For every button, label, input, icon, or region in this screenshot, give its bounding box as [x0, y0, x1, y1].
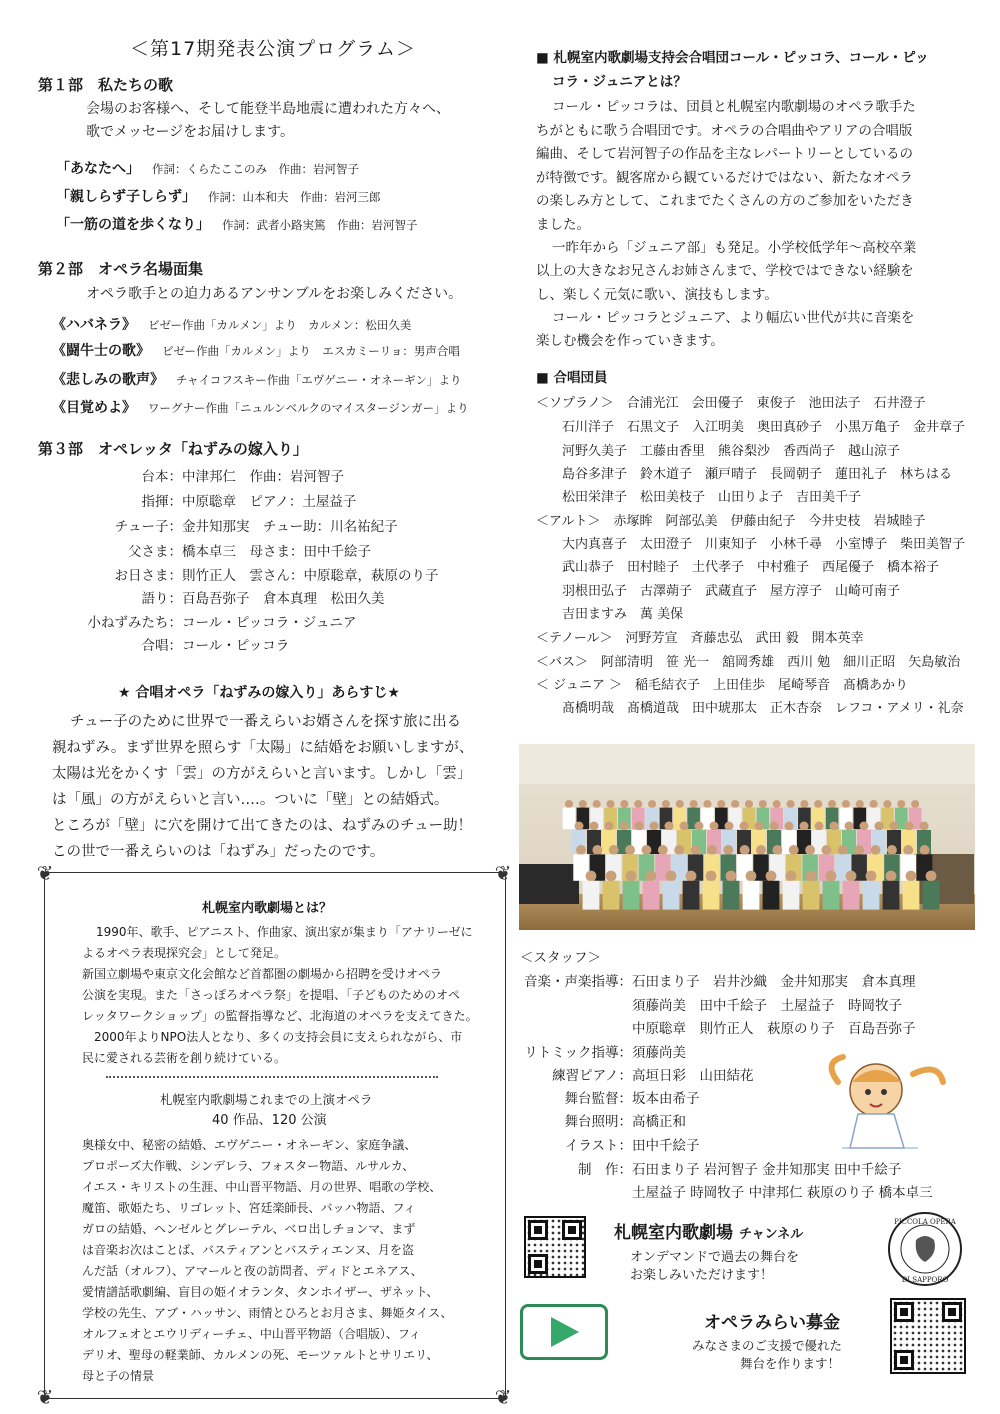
photo-person-head	[805, 845, 815, 855]
synopsis-line: ところが「壁」に穴を開けて出てきたのは、ねずみのチュー助！	[52, 818, 473, 834]
synopsis-line: 親ねずみ。まず世界を照らす「太陽」に結婚をお願いしますが、	[52, 740, 474, 756]
fund-line: 舞台を作ります！	[740, 1356, 841, 1371]
photo-person-head	[906, 871, 917, 882]
photo-person-head	[625, 845, 635, 855]
photo-person-head	[740, 822, 749, 831]
photo-person-head	[856, 800, 864, 808]
photo-person-body	[903, 881, 920, 910]
choir-para2-line: 以上の大きなお兄さんお姉さんまで、学校ではできない経験を	[536, 263, 914, 279]
part1-song-2: 「親しらず子しらず」 作詞：山本和夫 作曲：岩河三郎	[56, 189, 381, 205]
cast-row: 小ねずみたち：コール・ピッコラ・ジュニア	[87, 615, 357, 631]
ornament-icon: ❦	[494, 1385, 512, 1409]
fund-line: みなさまのご支援で優れた	[692, 1338, 843, 1353]
photo-person-head	[830, 822, 839, 831]
photo-person-head	[772, 845, 782, 855]
repertoire-line: ガロの結婚、ヘンゼルとグレーテル、ベロ出しチョンマ、まず	[82, 1222, 416, 1236]
about-line: 民に愛される芸術を創り続けている。	[82, 1051, 287, 1065]
photo-person-head	[609, 845, 619, 855]
member-line: 松田栄津子 松田美枝子 山田りよ子 吉田美千子	[562, 490, 862, 505]
choir-para1-line: ました。	[536, 217, 590, 233]
photo-person-head	[886, 871, 897, 882]
staff-row: 音楽・声楽指導：石田まり子 岩井沙織 金井知那実 倉本真理	[524, 974, 916, 990]
photo-person-head	[875, 822, 884, 831]
member-line: 石川洋子 石黒文子 入江明美 奥田真砂子 小黒万亀子 金井章子	[562, 420, 966, 435]
program-title: ＜第17期発表公演プログラム＞	[130, 38, 416, 60]
choir-para1-line: ちがともに歌う合唱団です。オペラの合唱曲やアリアの合唱版	[536, 123, 913, 139]
photo-person-head	[815, 822, 824, 831]
choir-para1-line: コール・ピッコラは、団員と札幌室内歌劇場のオペラ歌手た	[552, 99, 916, 115]
photo-person-head	[635, 822, 644, 831]
repertoire-line: 母と子の情景	[82, 1369, 155, 1383]
part2-song-2: 《闘牛士の歌》 ビゼー作曲「カルメン」より エスカミーリョ：男声合唱	[52, 343, 460, 359]
photo-person-head	[634, 800, 642, 808]
member-line: ＜ソプラノ＞ 合浦光江 会田優子 東俊子 池田法子 石井澄子	[536, 396, 926, 411]
photo-person-head	[786, 800, 794, 808]
photo-person-head	[731, 800, 739, 808]
photo-person-body	[623, 881, 640, 910]
photo-person-body	[643, 881, 660, 910]
member-line: 羽根田弘子 古澤蒴子 武蔵直子 屋方淳子 山崎可南子	[562, 584, 901, 599]
photo-person-head	[926, 871, 937, 882]
part1-line-2: 歌でメッセージをお届けします。	[86, 124, 295, 140]
choir-para1-line: の楽しみ方として、これまでたくさんの方のご参加をいただき	[536, 193, 914, 209]
part2-song-1: 《ハバネラ》 ビゼー作曲「カルメン」より カルメン：松田久美	[52, 317, 412, 333]
synopsis-line: チュー子のために世界で一番えらいお婿さんを探す旅に出る	[70, 714, 462, 730]
part1-heading: 第１部 私たちの歌	[38, 76, 174, 94]
part1-line-1: 会場のお客様へ、そして能登半島地震に遭われた方々へ、	[86, 101, 450, 117]
photo-person-body	[843, 881, 860, 910]
photo-person-head	[759, 800, 767, 808]
photo-person-head	[866, 871, 877, 882]
photo-person-head	[806, 871, 817, 882]
photo-person-head	[903, 845, 913, 855]
photo-person-body	[883, 881, 900, 910]
photo-person-body	[863, 881, 880, 910]
part2-line: オペラ歌手との迫力あるアンサンブルをお楽しみください。	[86, 286, 463, 302]
photo-person-body	[663, 881, 680, 910]
photo-person-head	[826, 871, 837, 882]
about-line: 新国立劇場や東京文化会館など首都圏の劇場から招聘を受けオペラ	[82, 967, 443, 981]
ornament-icon: ❦	[36, 861, 54, 885]
photo-person-head	[842, 800, 850, 808]
cast-row: 合唱：コール・ピッコラ	[141, 638, 290, 654]
fund-title: オペラみらい募金	[704, 1313, 840, 1333]
choir-heading-2: コラ・ジュニアとは？	[552, 74, 687, 90]
photo-person-body	[923, 881, 940, 910]
cast-row: 指揮：中原聡章 ピアノ：土屋益子	[141, 494, 357, 510]
piccola-opera-logo	[886, 1210, 964, 1288]
repertoire-count: 40 作品、120 公演	[212, 1113, 327, 1128]
photo-person-body	[723, 881, 740, 910]
members-heading: ■ 合唱団員	[536, 370, 608, 386]
photo-person-head	[883, 800, 891, 808]
photo-person-head	[606, 871, 617, 882]
photo-person-head	[920, 822, 929, 831]
about-line: レッタワークショップ」の監督指導など、北海道のオペラを支えてきた。	[82, 1009, 478, 1023]
photo-person-body	[763, 881, 780, 910]
photo-person-head	[822, 845, 832, 855]
photo-person-body	[603, 881, 620, 910]
choir-para3-line: コール・ピッコラとジュニア、より幅広い世代が共に音楽を	[552, 310, 915, 326]
photo-person-head	[920, 845, 930, 855]
photo-person-head	[726, 871, 737, 882]
photo-person-head	[565, 800, 573, 808]
photo-person-head	[755, 822, 764, 831]
staff-row: 練習ピアノ：高垣日彩 山田結花	[552, 1068, 754, 1084]
photo-person-head	[620, 800, 628, 808]
repertoire-line: は音楽お次はことば、バスティアンとバスティエンヌ、月を盗	[82, 1243, 414, 1257]
photo-person-head	[606, 800, 614, 808]
photo-person-head	[658, 845, 668, 855]
play-icon	[551, 1317, 579, 1347]
choir-para2-line: し、楽しく元気に歌い、演技もします。	[536, 287, 778, 303]
member-line: 大内真喜子 太田澄子 川東知子 小林千尋 小室博子 柴田美智子	[562, 537, 966, 552]
photo-person-head	[773, 800, 781, 808]
about-line: よるオペラ表現探究会」として発足。	[82, 946, 287, 960]
photo-person-head	[890, 822, 899, 831]
member-line: ＜アルト＞ 赤塚眸 阿部弘美 伊藤由紀子 今井史枝 岩城睦子	[536, 514, 926, 529]
staff-row: 中原聡章 則竹正人 萩原のり子 百島吾弥子	[632, 1021, 916, 1037]
synopsis-line: 太陽は光をかくす「雲」の方がえらいと言います。しかし「雲」	[52, 766, 472, 782]
qr-code-icon[interactable]	[524, 1216, 586, 1278]
photo-person-body	[803, 881, 820, 910]
mouse-illustration	[818, 1052, 948, 1156]
photo-person-head	[586, 871, 597, 882]
photo-person-head	[620, 822, 629, 831]
photo-person-head	[707, 845, 717, 855]
part1-song-1: 「あなたへ」 作詞：くらたここのみ 作曲：岩河智子	[56, 161, 359, 177]
photo-person-head	[756, 845, 766, 855]
member-line: ＜ ジュニア ＞ 稲毛結衣子 上田佳歩 尾崎琴音 髙橋あかり	[536, 678, 909, 693]
photo-person-head	[838, 845, 848, 855]
play-button[interactable]	[520, 1304, 608, 1360]
channel-line: オンデマンドで過去の舞台を	[630, 1250, 800, 1265]
choir-para2-line: 一昨年から「ジュニア部」も発足。小学校低学年～高校卒業	[552, 240, 917, 256]
ornament-icon: ❦	[494, 861, 512, 885]
photo-person-body	[583, 881, 600, 910]
repertoire-heading: 札幌室内歌劇場これまでの上演オペラ	[160, 1092, 373, 1107]
synopsis-line: は「風」の方がえらいと言い‥‥。ついに「壁」との結婚式。	[52, 792, 449, 808]
photo-person-body	[703, 881, 720, 910]
photo-person-head	[665, 822, 674, 831]
member-line: 島谷多津子 鈴木道子 瀬戸晴子 長岡朝子 蓮田礼子 林ちはる	[562, 467, 953, 482]
staff-heading: ＜スタッフ＞	[520, 950, 601, 966]
photo-person-head	[789, 845, 799, 855]
svg-text:DI SAPPORO: DI SAPPORO	[901, 1276, 949, 1284]
part2-song-3: 《悲しみの歌声》 チャイコフスキー作曲「エヴゲニー・オネーギン」より	[52, 372, 462, 388]
photo-person-head	[650, 822, 659, 831]
part2-song-4: 《目覚めよ》 ワーグナー作曲「ニュルンベルクのマイスタージンガー」より	[52, 400, 469, 416]
part2-heading: 第２部 オペラ名場面集	[38, 260, 204, 278]
staff-row: 舞台照明：高橋正和	[564, 1114, 686, 1130]
photo-person-head	[717, 800, 725, 808]
photo-person-head	[690, 800, 698, 808]
staff-row: イラスト：田中千絵子	[564, 1138, 700, 1154]
photo-person-body	[683, 881, 700, 910]
group-photo	[519, 744, 975, 930]
photo-person-head	[911, 800, 919, 808]
photo-person-head	[592, 845, 602, 855]
photo-person-head	[691, 845, 701, 855]
photo-person-head	[905, 822, 914, 831]
about-line: 公演を実現。また「さっぽろオペラ祭」を提唱、「子どものためのオペ	[82, 988, 461, 1002]
cast-row: 語り：百島吾弥子 倉本真理 松田久美	[141, 591, 385, 607]
photo-person-head	[695, 822, 704, 831]
photo-person-body	[563, 808, 576, 830]
photo-person-head	[605, 822, 614, 831]
photo-person-head	[870, 800, 878, 808]
member-line: 髙橋明哉 髙橋道哉 田中琥那太 正木杏奈 レフコ・アメリ・礼奈	[562, 701, 964, 716]
photo-person-head	[746, 871, 757, 882]
repertoire-line: 奥様女中、秘密の結婚、エヴゲニー・オネーギン、家庭争議、	[82, 1138, 417, 1152]
svg-text:PICCOLA OPERA: PICCOLA OPERA	[894, 1218, 956, 1226]
photo-person-head	[706, 871, 717, 882]
member-line: 吉田ますみ 萬 美保	[562, 607, 684, 622]
photo-person-head	[579, 800, 587, 808]
photo-person-head	[642, 845, 652, 855]
photo-person-head	[710, 822, 719, 831]
photo-person-head	[828, 800, 836, 808]
repertoire-line: プロポーズ大作戦、シンデレラ、フォスター物語、ルサルカ、	[82, 1159, 415, 1173]
photo-person-head	[676, 800, 684, 808]
member-line: ＜テノール＞ 河野芳宣 斉藤忠弘 武田 毅 開本英幸	[536, 631, 864, 646]
photo-person-head	[674, 845, 684, 855]
photo-person-head	[626, 871, 637, 882]
photo-person-head	[680, 822, 689, 831]
choir-para3-line: 楽しむ機会を作っていきます。	[536, 333, 724, 349]
part1-song-3: 「一筋の道を歩くなり」 作詞：武者小路実篤 作曲：岩河智子	[56, 217, 418, 233]
about-line: 2000年よりNPO法人となり、多くの支持会員に支えられながら、市	[82, 1030, 463, 1044]
photo-person-head	[800, 800, 808, 808]
staff-row: 須藤尚美 田中千絵子 土屋益子 時岡牧子	[632, 998, 902, 1014]
ornament-icon: ❦	[36, 1385, 54, 1409]
photo-person-body	[823, 881, 840, 910]
member-line: ＜バス＞ 阿部清明 笹 光一 舘岡秀雄 西川 勉 細川正昭 矢島敏治	[536, 655, 961, 670]
divider	[106, 1076, 438, 1078]
repertoire-line: 魔笛、歌姫たち、リゴレット、宮廷楽師長、バッハ物語、フィ	[82, 1201, 416, 1215]
photo-person-head	[814, 800, 822, 808]
photo-person-head	[800, 822, 809, 831]
cast-row: 台本：中津邦仁 作曲：岩河智子	[141, 469, 344, 485]
channel-line: お楽しみいただけます！	[630, 1268, 774, 1283]
photo-person-head	[887, 845, 897, 855]
photo-person-head	[745, 800, 753, 808]
synopsis-line: この世で一番えらいのは「ねずみ」だったのです。	[52, 844, 385, 860]
choir-heading-1: ■ 札幌室内歌劇場支持会合唱団コール・ピッコラ、コール・ピッ	[536, 50, 929, 66]
repertoire-line: 学校の先生、アブ・ハッサン、雨情とひろとお月さま、舞姫タイス、	[82, 1306, 453, 1320]
synopsis-heading: ★ 合唱オペラ「ねずみの嫁入り」あらすじ★	[118, 685, 400, 701]
photo-person-head	[766, 871, 777, 882]
channel-title: 札幌室内歌劇場 チャンネル	[614, 1223, 804, 1243]
photo-person-head	[786, 871, 797, 882]
photo-person-head	[846, 871, 857, 882]
repertoire-line: デリオ、聖母の軽業師、カルメンの死、モーツァルトとサリエリ、	[82, 1348, 439, 1362]
repertoire-line: オルフェオとエウリディーチェ、中山晋平物語（合唱版）、フィ	[82, 1327, 421, 1341]
photo-person-head	[871, 845, 881, 855]
photo-person-head	[666, 871, 677, 882]
repertoire-line: 愛情譜話歌劇編、盲目の姫イオランタ、タンホイザー、ザネット、	[82, 1285, 439, 1299]
photo-person-head	[723, 845, 733, 855]
staff-row: 舞台監督：坂本由希子	[564, 1091, 700, 1107]
choir-para1-line: が特徴です。観客席から観ているだけではない、新たなオペラ	[536, 170, 913, 186]
member-line: 河野久美子 工藤由香里 熊谷梨沙 香西尚子 越山涼子	[562, 444, 901, 459]
photo-person-head	[590, 822, 599, 831]
photo-person-head	[593, 800, 601, 808]
staff-row: リトミック指導：須藤尚美	[524, 1045, 686, 1061]
photo-person-head	[662, 800, 670, 808]
about-line: 1990年、歌手、ピアニスト、作曲家、演出家が集まり「アナリーゼに	[96, 925, 473, 939]
photo-person-body	[743, 881, 760, 910]
repertoire-line: イエス・キリストの生涯、中山晋平物語、月の世界、唱歌の学校、	[82, 1180, 442, 1194]
cast-row: お日さま：則竹正人 雲さん：中原聡章，萩原のり子	[114, 568, 439, 584]
repertoire-line: んだ話（オルフ）、アマールと夜の訪問者、ディドとエネアス、	[82, 1264, 423, 1278]
about-heading: 札幌室内歌劇場とは？	[202, 901, 333, 916]
qr-code-icon[interactable]	[890, 1298, 966, 1374]
photo-person-head	[576, 845, 586, 855]
photo-person-head	[770, 822, 779, 831]
photo-person-head	[703, 800, 711, 808]
cast-row: 父さま：橋本卓三 母さま：田中千絵子	[128, 544, 371, 560]
member-line: 武山恭子 田村睦子 土代孝子 中村雅子 西尾優子 橋本裕子	[562, 560, 940, 575]
photo-person-head	[845, 822, 854, 831]
photo-person-head	[686, 871, 697, 882]
part3-heading: 第３部 オペレッタ「ねずみの嫁入り」	[38, 440, 308, 458]
photo-person-head	[740, 845, 750, 855]
photo-person-head	[860, 822, 869, 831]
photo-person-head	[785, 822, 794, 831]
choir-para1-line: 編曲、そして岩河智子の作品を主なレパートリーとしているの	[536, 146, 914, 162]
photo-person-body	[783, 881, 800, 910]
staff-row: 制 作：石田まり子 岩河智子 金井知那実 田中千絵子	[578, 1162, 902, 1178]
photo-person-head	[648, 800, 656, 808]
photo-person-head	[646, 871, 657, 882]
photo-person-head	[725, 822, 734, 831]
photo-person-head	[897, 800, 905, 808]
photo-person-head	[575, 822, 584, 831]
cast-row: チュー子：金井知那実 チュー助：川名祐紀子	[114, 519, 398, 535]
photo-person-head	[854, 845, 864, 855]
staff-row: 土屋益子 時岡牧子 中津邦仁 萩原のり子 橋本卓三	[632, 1185, 933, 1201]
